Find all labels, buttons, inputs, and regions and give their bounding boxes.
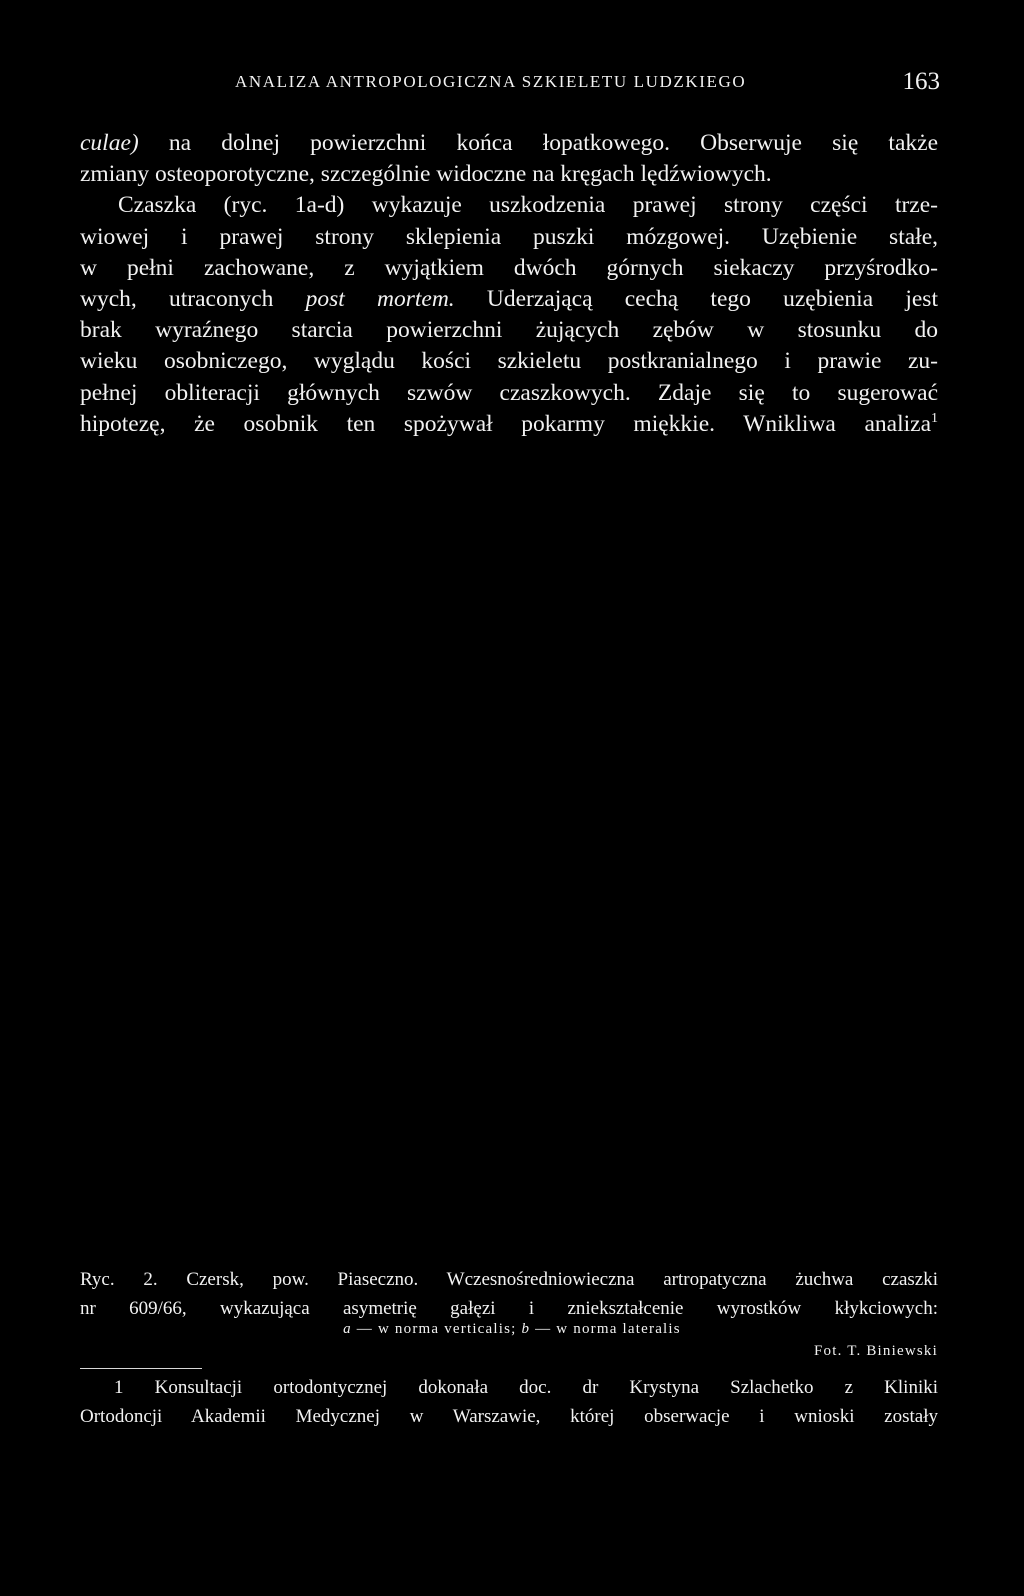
body-text-segment: Uderzającą cechą tego uzębienia jest <box>454 286 938 313</box>
body-line: wieku osobniczego, wyglądu kości szkieletu postkranialnego i prawie zu- <box>80 348 938 375</box>
footnote-marker: 1 <box>114 1377 124 1398</box>
body-text-segment: na dolnej powierzchni końca łopatkowego. Obserwuje się także <box>138 130 938 156</box>
caption-label-b: b <box>521 1321 531 1337</box>
caption-sub-text: — w norma verticalis; <box>351 1321 522 1337</box>
caption-line: nr 609/66, wykazująca asymetrię gałęzi i zniekształcenie wyrostków kłykciowych: <box>80 1298 938 1319</box>
figure-caption <box>80 1265 938 1323</box>
footnote-line <box>80 1373 938 1402</box>
footnote-reference: 1 <box>931 411 938 426</box>
body-text <box>80 128 938 440</box>
body-line <box>80 284 938 315</box>
italic-term: culae) <box>80 130 139 156</box>
footnote-text: Konsultacji ortodontycznej dokonała doc. dr Krystyna Szlachetko z Kliniki <box>123 1377 938 1398</box>
body-line: Czaszka (ryc. 1a-d) wykazuje uszkodzenia prawej strony części trze- <box>118 192 938 219</box>
caption-sub-text: — w norma lateralis <box>530 1321 681 1337</box>
body-line <box>80 409 938 440</box>
footnotes <box>80 1373 938 1431</box>
body-line: w pełni zachowane, z wyjątkiem dwóch górnych siekaczy przyśrodko- <box>80 254 938 281</box>
body-line: zmiany osteoporotyczne, szczególnie widoczne na kręgach lędźwiowych. <box>80 161 772 188</box>
body-line: brak wyraźnego starcia powierzchni żujących zębów w stosunku do <box>80 317 938 344</box>
running-header <box>80 68 940 108</box>
figure-photo-area <box>80 470 938 1250</box>
running-title: ANALIZA ANTROPOLOGICZNA SZKIELETU LUDZKIEGO <box>235 72 747 91</box>
page-number: 163 <box>902 68 940 95</box>
caption-subtitle <box>0 1321 1024 1338</box>
body-text-segment: hipotezę, że osobnik ten spożywał pokarmy miękkie. Wnikliwa analiza <box>80 410 931 437</box>
body-line: wiowej i prawej strony sklepienia puszki mózgowej. Uzębienie stałe, <box>80 223 938 250</box>
body-line: pełnej obliteracji głównych szwów czaszkowych. Zdaje się to sugerować <box>80 379 938 406</box>
footnote-line: Ortodoncji Akademii Medycznej w Warszawie, której obserwacje i wnioski zostały <box>80 1406 938 1427</box>
body-text-segment: wych, utraconych <box>80 286 306 313</box>
caption-line: Ryc. 2. Czersk, pow. Piaseczno. Wczesnośredniowieczna artropatyczna żuchwa czaszki <box>80 1269 938 1290</box>
body-line <box>80 128 938 159</box>
caption-label-a: a <box>343 1321 352 1337</box>
italic-term: post mortem. <box>305 286 455 313</box>
photo-credit: Fot. T. Biniewski <box>813 1343 938 1359</box>
footnote-divider <box>80 1368 202 1369</box>
